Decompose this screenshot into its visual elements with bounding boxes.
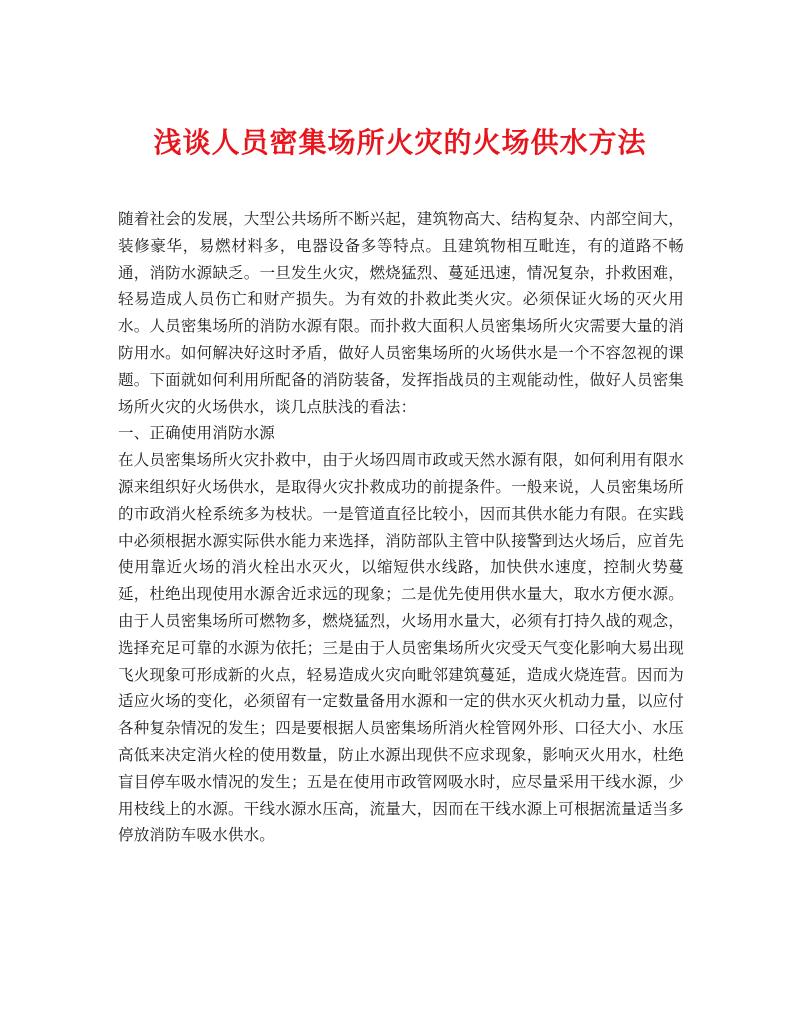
section-heading: 一、正确使用消防水源 <box>118 424 276 443</box>
section-paragraph: 在人员密集场所火灾扑救中，由于火场四周市政或天然水源有限，如何利用有限水源来组织好火场供水，是取得火灾扑救成功的前提条件。一般来说，人员密集场所的市政消火栓系统多为枝状。一是管道直径比较小，因而其供水能力有限。在实践中必须根据水源实际供水能力来选择，消防部队主管中队接警到达火场后，应首先使用靠近火场的消火栓出水灭火，以缩短供水线路，加快供水速度，控制火势蔓延，杜绝出现使用水源舍近求远的现象；二是优先使用供水量大，取水方便水源。由于人员密集场所可燃物多，燃烧猛烈，火场用水量大，必须有打持久战的观念，选择充足可靠的水源为依托；三是由于人员密集场所火灾受天气变化影响大易出现飞火现象可形成新的火点，轻易造成火灾向毗邻建筑蔓延，造成火烧连营。因而为适应火场的变化，必须留有一定数量备用水源和一定的供水灭火机动力量，以应付各种复杂情况的发生；四是要根据人员密集场所消火栓管网外形、口径大小、水压高低来决定消火栓的使用数量，防止水源出现供不应求现象，影响灭火用水，杜绝盲目停车吸水情况的发生；五是在使用市政管网吸水时，应尽量采用干线水源，少用枝线上的水源。干线水源水压高，流量大，因而在干线水源上可根据流量适当多停放消防车吸水供水。 <box>118 451 684 845</box>
document-body <box>118 206 684 849</box>
page-title: 浅谈人员密集场所火灾的火场供水方法 <box>153 125 647 159</box>
intro-paragraph: 随着社会的发展，大型公共场所不断兴起，建筑物高大、结构复杂、内部空间大，装修豪华，易燃材料多，电器设备多等特点。且建筑物相互毗连，有的道路不畅通，消防水源缺乏。一旦发生火灾，燃烧猛烈、蔓延迅速，情况复杂，扑救困难，轻易造成人员伤亡和财产损失。为有效的扑救此类火灾。必须保证火场的灭火用水。人员密集场所的消防水源有限。而扑救大面积人员密集场所火灾需要大量的消防用水。如何解决好这时矛盾，做好人员密集场所的火场供水是一个不容忽视的课题。下面就如何利用所配备的消防装备，发挥指战员的主观能动性，做好人员密集场所火灾的火场供水，谈几点肤浅的看法： <box>118 210 684 416</box>
